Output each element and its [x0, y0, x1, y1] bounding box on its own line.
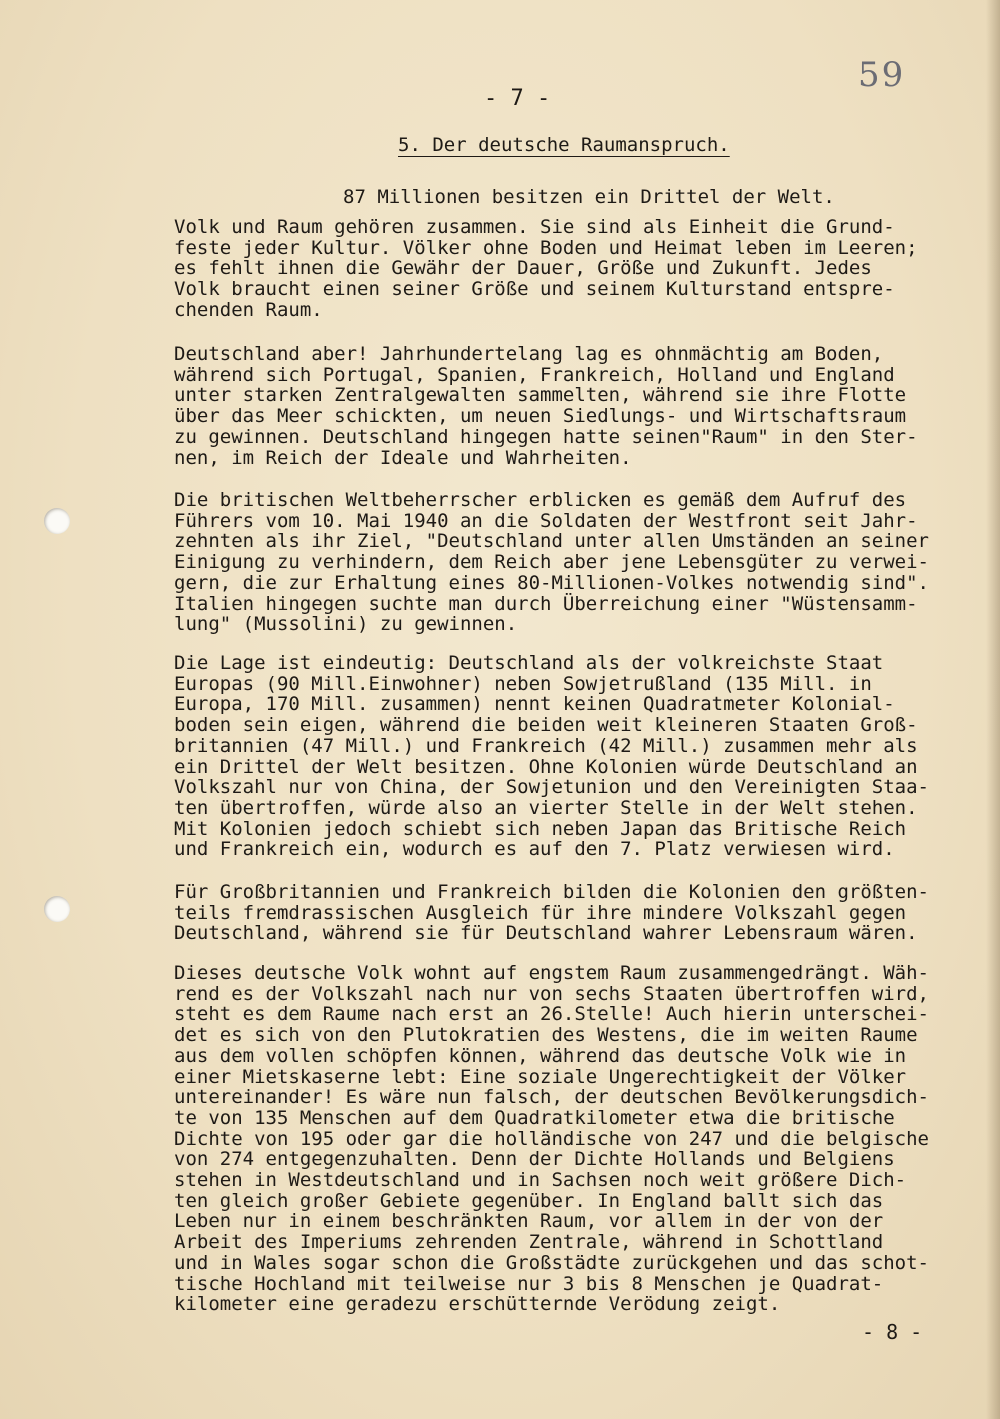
paragraph-1: [174, 217, 994, 321]
paragraph-line: Mit Kolonien jedoch schiebt sich neben Japan das Britische Reich: [174, 817, 907, 840]
section-heading: 5. Der deutsche Raumanspruch.: [398, 134, 730, 156]
paragraph-line: Leben nur in einem beschränkten Raum, vor allem in der von der: [174, 1210, 884, 1233]
paragraph-line: Volkszahl nur von China, der Sowjetunion und den Vereinigten Staa-: [174, 776, 929, 799]
paragraph-line: boden sein eigen, während die beiden weit kleineren Staaten Groß-: [174, 714, 918, 737]
paragraph-line: ten übertroffen, würde also an vierter Stelle in der Welt stehen.: [174, 796, 918, 819]
paragraph-line: und Frankreich ein, wodurch es auf den 7. Platz verwiesen wird.: [174, 838, 895, 861]
paragraph-line: kilometer eine geradezu erschütternde Verödung zeigt.: [174, 1293, 781, 1316]
paragraph-line: einer Mietskaserne lebt: Eine soziale Ungerechtigkeit der Völker: [174, 1065, 907, 1088]
paragraph-line: Die britischen Weltbeherrscher erblicken es gemäß dem Aufruf des: [174, 489, 907, 511]
paragraph-line: steht es dem Raume nach erst an 26.Stelle! Auch hierin unterschei-: [174, 1003, 929, 1026]
paragraph-3: [174, 490, 994, 635]
paragraph-2: [174, 344, 994, 468]
paragraph-line: tische Hochland mit teilweise nur 3 bis 8 Menschen je Quadrat-: [174, 1272, 884, 1295]
paragraph-line: stehen in Westdeutschland und in Sachsen noch weit größere Dich-: [174, 1169, 907, 1192]
paragraph-line: Italien hingegen suchte man durch Überreichung einer "Wüstensamm-: [174, 592, 918, 615]
paragraph-line: ein Drittel der Welt besitzen. Ohne Kolonien würde Deutschland an: [174, 755, 918, 778]
paragraph-line: Arbeit des Imperiums zehrenden Zentrale, während in Schottland: [174, 1231, 884, 1254]
paragraph-line: chenden Raum.: [174, 298, 323, 321]
paragraph-line: über das Meer schickten, um neuen Siedlungs- und Wirtschaftsraum: [174, 405, 907, 428]
paragraph-line: rend es der Volkszahl nach nur von sechs Staaten übertroffen wird,: [174, 982, 929, 1005]
paragraph-line: es fehlt ihnen die Gewähr der Dauer, Größe und Zukunft. Jedes: [174, 257, 872, 280]
paragraph-6: [174, 963, 994, 1315]
paragraph-line: ten gleich großer Gebiete gegenüber. In England ballt sich das: [174, 1189, 884, 1212]
paragraph-line: von 274 entgegenzuhalten. Denn der Dichte Hollands und Belgiens: [174, 1148, 895, 1171]
paragraph-line: Dichte von 195 oder gar die holländische von 247 und die belgische: [174, 1127, 929, 1150]
paragraph-line: feste jeder Kultur. Völker ohne Boden und Heimat leben im Leeren;: [174, 236, 918, 259]
paragraph-line: aus dem vollen schöpfen können, während das deutsche Volk wie in: [174, 1044, 907, 1067]
section-subheading: 87 Millionen besitzen ein Drittel der Welt.: [343, 186, 835, 208]
paragraph-line: während sich Portugal, Spanien, Frankreich, Holland und England: [174, 363, 895, 386]
paragraph-line: Deutschland, während sie für Deutschland wahrer Lebensraum wären.: [174, 922, 918, 945]
paragraph-line: Volk braucht einen seiner Größe und seinem Kulturstand entspre-: [174, 278, 895, 301]
paragraph-line: lung" (Mussolini) zu gewinnen.: [174, 613, 518, 636]
paragraph-line: Für Großbritannien und Frankreich bilden die Kolonien den größten-: [174, 881, 929, 903]
paragraph-line: Einigung zu verhindern, dem Reich aber jene Lebensgüter zu verwei-: [174, 551, 929, 574]
paragraph-line: Führers vom 10. Mai 1940 an die Soldaten der Westfront seit Jahr-: [174, 509, 918, 532]
page-number-bottom: - 8 -: [862, 1320, 923, 1344]
paragraph-line: unter starken Zentralgewalten sammelten, während sie ihre Flotte: [174, 384, 907, 407]
paragraph-line: britannien (47 Mill.) und Frankreich (42 Mill.) zusammen mehr als: [174, 734, 918, 757]
paragraph-line: teils fremdrassischen Ausgleich für ihre mindere Volkszahl gegen: [174, 901, 907, 924]
paragraph-line: und in Wales sogar schon die Großstädte zurückgehen und das schot-: [174, 1251, 929, 1274]
paragraph-line: Deutschland aber! Jahrhundertelang lag es ohnmächtig am Boden,: [174, 343, 884, 365]
paragraph-5: [174, 882, 994, 944]
paragraph-line: Dieses deutsche Volk wohnt auf engstem Raum zusammengedrängt. Wäh-: [174, 962, 929, 984]
paragraph-line: Europa, 170 Mill. zusammen) nennt keinen Quadratmeter Kolonial-: [174, 693, 895, 716]
paragraph-line: zehnten als ihr Ziel, "Deutschland unter allen Umständen an seiner: [174, 530, 929, 553]
page-number-top: - 7 -: [484, 86, 551, 111]
paragraph-line: Europas (90 Mill.Einwohner) neben Sowjetrußland (135 Mill. in: [174, 672, 872, 695]
folio-number: 59: [858, 55, 906, 95]
paragraph-line: det es sich von den Plutokratien des Westens, die im weiten Raume: [174, 1024, 918, 1047]
punch-hole-bottom: [44, 896, 70, 922]
paragraph-line: gern, die zur Erhaltung eines 80-Millionen-Volkes notwendig sind".: [174, 571, 929, 594]
paragraph-line: Die Lage ist eindeutig: Deutschland als der volkreichste Staat: [174, 652, 884, 674]
paragraph-line: untereinander! Es wäre nun falsch, der deutschen Bevölkerungsdich-: [174, 1086, 929, 1109]
paragraph-line: te von 135 Menschen auf dem Quadratkilometer etwa die britische: [174, 1106, 895, 1129]
paragraph-line: zu gewinnen. Deutschland hingegen hatte seinen"Raum" in den Ster-: [174, 425, 918, 448]
paragraph-line: nen, im Reich der Ideale und Wahrheiten.: [174, 446, 632, 469]
punch-hole-top: [44, 508, 70, 534]
paragraph-line: Volk und Raum gehören zusammen. Sie sind als Einheit die Grund-: [174, 216, 895, 238]
paragraph-4: [174, 653, 994, 860]
